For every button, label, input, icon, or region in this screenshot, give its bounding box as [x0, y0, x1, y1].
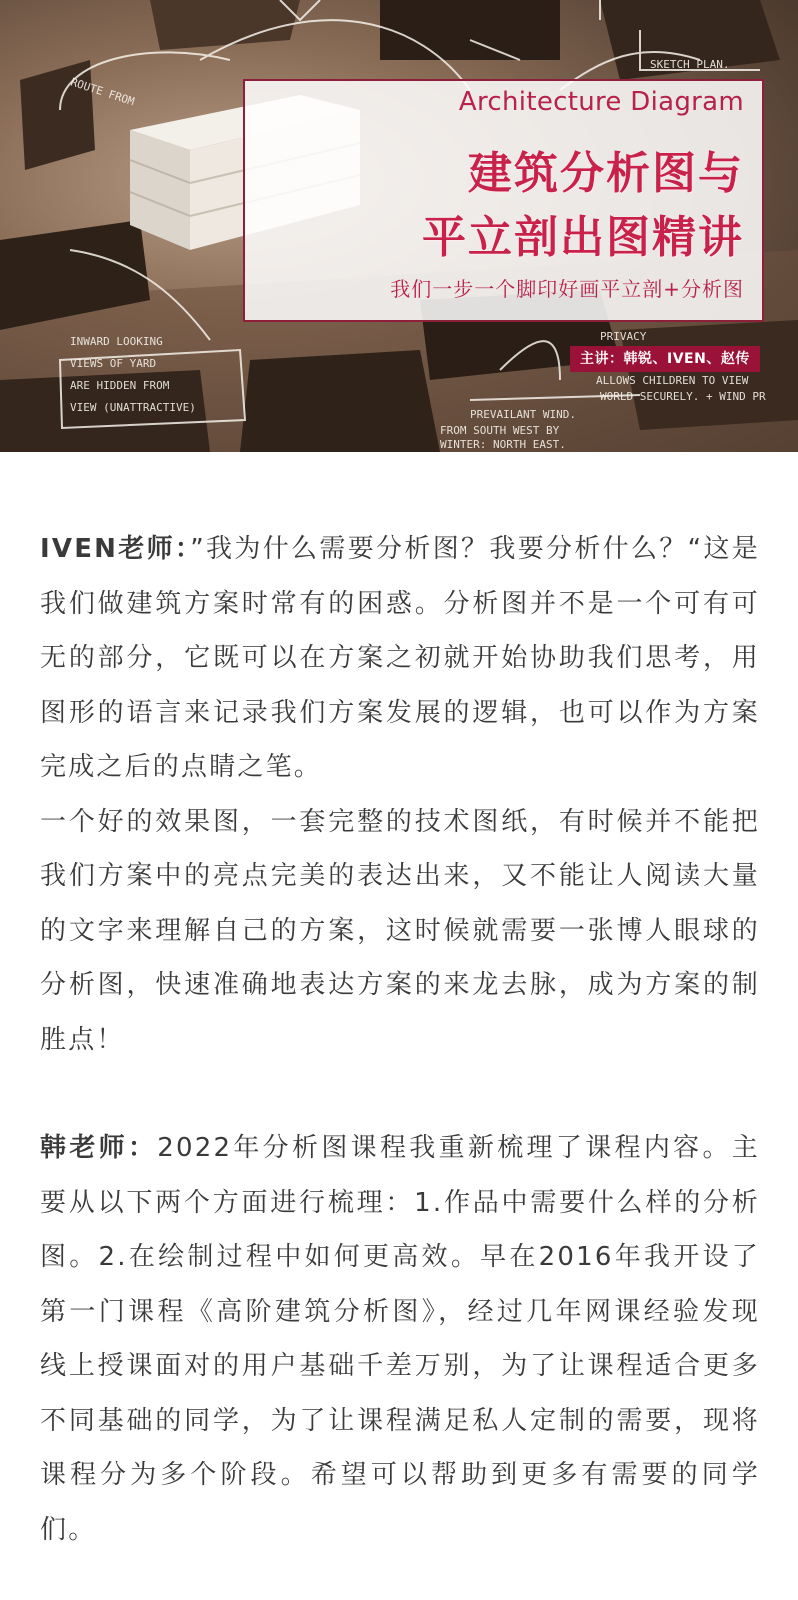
sketch-note: ROUTE FROM [69, 75, 137, 109]
speaker-label-han: 韩老师： [40, 1133, 158, 1163]
sketch-note: PRIVACY [600, 330, 647, 343]
title-line-2: 平立剖出图精讲 [422, 212, 744, 263]
sketch-note: PREVAILANT WIND. [470, 408, 576, 421]
title-line-1: 建筑分析图与 [468, 148, 744, 199]
speaker-label-iven: IVEN老师： [40, 534, 191, 564]
sketch-note: SKETCH PLAN. [650, 58, 730, 71]
sketch-note: VIEWS OF YARD [70, 357, 157, 370]
speaker-tag: 主讲：韩锐、IVEN、赵传 [570, 346, 760, 372]
sketch-note: ALLOWS CHILDREN TO VIEW [596, 374, 749, 387]
paragraph-han [40, 1121, 760, 1557]
title-subtitle: 我们一步一个脚印好画平立剖+分析图 [390, 277, 744, 301]
article-body [40, 522, 760, 1557]
paragraph-iven [40, 522, 760, 795]
paragraph-text: ”我为什么需要分析图？我要分析什么？“这是我们做建筑方案时常有的困惑。分析图并不是一个可有可无的部分，它既可以在方案之初就开始协助我们思考，用图形的语言来记录我们方案发展的逻辑，也可以作为方案完成之后的点睛之笔。 [40, 534, 761, 782]
sketch-note: VIEW (UNATTRACTIVE) [70, 401, 196, 414]
paragraph-text: 2022年分析图课程我重新梳理了课程内容。主要从以下两个方面进行梳理：1.作品中需要什么样的分析图。2.在绘制过程中如何更高效。早在2016年我开设了第一门课程《高阶建筑分析图》，经过几年网课经验发现线上授课面对的用户基础千差万别，为了让课程适合更多不同基础的同学，为了让课程满足私人定制的需要，现将课程分为多个阶段。希望可以帮助到更多有需要的同学们。 [40, 1133, 760, 1545]
sketch-note: INWARD LOOKING [70, 335, 163, 348]
paragraph-text: 一个好的效果图，一套完整的技术图纸，有时候并不能把我们方案中的亮点完美的表达出来，又不能让人阅读大量的文字来理解自己的方案，这时候就需要一张博人眼球的分析图，快速准确地表达方案的来龙去脉，成为方案的制胜点！ [40, 806, 760, 1055]
title-card [243, 79, 764, 322]
sketch-note: FROM SOUTH WEST BY [440, 424, 560, 437]
sketch-note: ARE HIDDEN FROM [70, 379, 170, 392]
paragraph-spacer [40, 1067, 760, 1121]
paragraph-effect [40, 795, 760, 1068]
sketch-note: WINTER: NORTH EAST. [440, 438, 566, 451]
hero-banner [0, 0, 798, 452]
title-english: Architecture Diagram [458, 87, 744, 117]
sketch-note: WORLD SECURELY. + WIND PR [600, 390, 766, 403]
